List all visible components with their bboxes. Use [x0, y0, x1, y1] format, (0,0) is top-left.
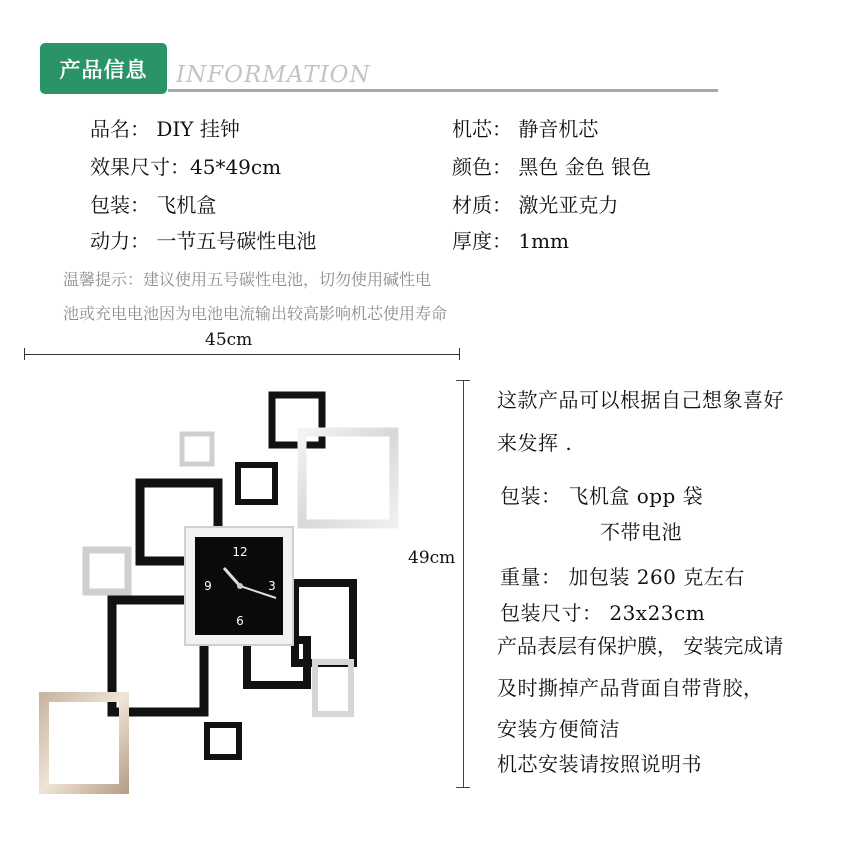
desc-film-note: 产品表层有保护膜， 安装完成请	[497, 634, 784, 658]
spec-package: 包装： 飞机盒	[90, 193, 217, 217]
numeral-3: 3	[268, 579, 276, 593]
numeral-9: 9	[204, 579, 212, 593]
silver-square	[315, 662, 351, 714]
header-divider	[168, 89, 718, 92]
desc-no-battery: 不带电池	[600, 520, 682, 544]
spec-size: 效果尺寸：45*49cm	[90, 155, 282, 179]
tip-line-1: 温馨提示：建议使用五号碳性电池，切勿使用碱性电	[63, 270, 432, 289]
section-english-title: INFORMATION	[176, 62, 371, 88]
black-square	[272, 395, 322, 445]
spec-thickness: 厚度： 1mm	[452, 229, 570, 253]
tip-line-2: 池或充电电池因为电池电流输出较高影响机芯使用寿命	[63, 304, 448, 323]
silver-square	[182, 434, 212, 464]
black-square	[238, 465, 275, 502]
section-badge: 产品信息	[40, 43, 167, 94]
width-cap-right	[459, 348, 460, 360]
desc-line-2: 来发挥 .	[497, 431, 573, 455]
numeral-6: 6	[236, 614, 244, 628]
desc-weight: 重量： 加包装 260 克左右	[500, 565, 745, 589]
spec-power: 动力： 一节五号碳性电池	[90, 229, 317, 253]
numeral-12: 12	[232, 545, 248, 559]
clock-product-image	[0, 370, 460, 800]
black-square	[207, 725, 239, 757]
desc-manual-note: 机芯安装请按照说明书	[497, 752, 702, 776]
spec-name: 品名： DIY 挂钟	[90, 117, 240, 141]
silver-square	[86, 550, 128, 592]
width-label: 45cm	[205, 330, 253, 350]
spec-movement: 机芯： 静音机芯	[452, 117, 599, 141]
height-label: 49cm	[408, 548, 456, 568]
height-dimension-line	[463, 380, 464, 788]
width-cap-left	[24, 348, 25, 360]
spec-material: 材质： 激光亚克力	[452, 193, 619, 217]
desc-line-1: 这款产品可以根据自己想象喜好	[497, 388, 784, 412]
spec-color: 颜色： 黑色 金色 银色	[452, 155, 652, 179]
desc-package: 包装： 飞机盒 opp 袋	[500, 484, 704, 508]
desc-package-size: 包装尺寸： 23x23cm	[500, 601, 706, 625]
width-dimension-line	[24, 354, 460, 355]
desc-install-easy: 安装方便简洁	[497, 717, 620, 741]
desc-backing-note: 及时撕掉产品背面自带背胶，	[497, 676, 764, 700]
hand-pivot	[237, 583, 243, 589]
